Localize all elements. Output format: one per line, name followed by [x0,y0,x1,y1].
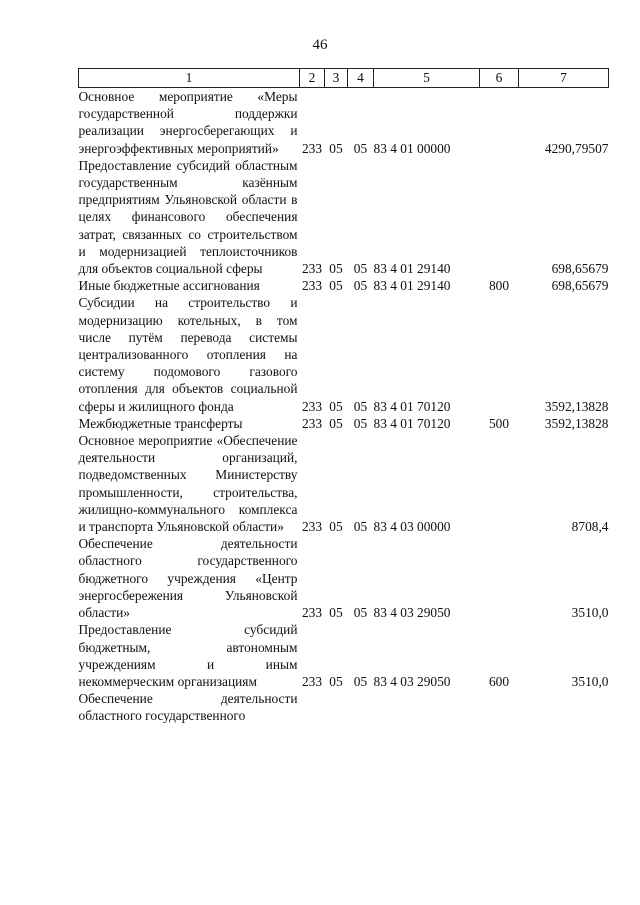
row-expense-type [480,432,519,535]
table-row [79,432,609,535]
row-section: 05 [329,519,343,535]
row-ministry-code: 233 [301,398,323,414]
row-amount: 698,65679 [551,261,609,277]
row-amount: 3510,0 [571,673,609,689]
header-col-5: 5 [374,69,480,88]
row-section: 05 [329,415,343,431]
row-expense-type [480,690,519,724]
row-subsection: 05 [353,261,368,277]
row-expense-type: 600 [488,673,510,689]
row-subsection: 05 [353,519,368,535]
row-target-article: 83 4 01 29140 [373,278,451,294]
table-row [79,415,609,432]
row-target-article: 83 4 03 00000 [373,519,451,535]
row-subsection: 05 [353,415,368,431]
row-section [325,690,348,724]
row-target-article: 83 4 01 70120 [373,398,451,414]
row-amount: 3592,13828 [544,398,609,414]
row-subsection: 05 [353,398,368,414]
row-section: 05 [329,261,343,277]
row-ministry-code: 233 [301,673,323,689]
row-subsection: 05 [353,140,368,156]
header-col-2: 2 [300,69,325,88]
row-amount: 3510,0 [571,605,609,621]
row-ministry-code: 233 [301,519,323,535]
page-number: 46 [312,37,328,53]
row-target-article: 83 4 03 29050 [373,605,451,621]
row-name: Обеспечение деятельности областного государственного бюджетного учреждения «Центр энергосбережения Ульяновской области» [78,536,298,621]
row-ministry-code [300,690,325,724]
table-body [79,88,609,725]
row-expense-type [480,157,519,277]
row-target-article: 83 4 01 29140 [373,261,451,277]
table-row [79,157,609,277]
row-name: Иные бюджетные ассигнования [78,278,260,294]
row-amount: 8708,4 [571,519,609,535]
row-target-article: 83 4 03 29050 [373,673,451,689]
header-col-7: 7 [519,69,609,88]
row-section: 05 [329,673,343,689]
table-row [79,621,609,690]
row-expense-type: 500 [488,415,510,431]
row-name: Предоставление субсидий областным государственным казённым предприятиям Ульяновской области в целях финансового обеспечения затрат, связанных со строительством и модернизацией теплоисточников для объектов социальной сферы [78,157,298,277]
row-ministry-code: 233 [301,278,323,294]
table-header [79,69,609,88]
row-ministry-code: 233 [301,261,323,277]
row-name: Предоставление субсидий бюджетным, автономным учреждениям и иным некоммерческим организациям [78,622,298,689]
row-target-article: 83 4 01 70120 [373,415,451,431]
table-row [79,535,609,621]
row-amount: 3592,13828 [544,415,609,431]
header-col-4: 4 [348,69,374,88]
row-target-article: 83 4 01 00000 [373,140,451,156]
row-amount: 4290,79507 [544,140,609,156]
row-subsection: 05 [353,673,368,689]
table-row [79,690,609,724]
row-name: Субсидии на строительство и модернизацию котельных, в том числе путём перевода системы централизованного отопления на систему подомового газового отопления для объектов социальной сферы и жилищного фонда [78,295,298,414]
row-name: Обеспечение деятельности областного государственного [78,691,298,724]
row-section: 05 [329,398,343,414]
table-row [79,88,609,157]
row-ministry-code: 233 [301,140,323,156]
row-expense-type [480,535,519,621]
row-section: 05 [329,605,343,621]
row-section: 05 [329,278,343,294]
row-name: Основное мероприятие «Обеспечение деятельности организаций, подведомственных Министерству промышленности, строительства, жилищно-коммунального комплекса и транспорта Ульяновской области» [78,433,298,535]
row-expense-type [480,294,519,414]
table-row [79,277,609,294]
row-subsection: 05 [353,278,368,294]
row-expense-type: 800 [488,278,510,294]
header-col-6: 6 [480,69,519,88]
row-subsection [348,690,374,724]
header-row [79,69,609,88]
row-subsection: 05 [353,605,368,621]
row-target-article [374,690,480,724]
table-row [79,294,609,414]
row-amount [519,690,609,724]
row-amount: 698,65679 [551,278,609,294]
row-name: Межбюджетные трансферты [78,415,243,431]
row-section: 05 [329,140,343,156]
row-ministry-code: 233 [301,605,323,621]
row-name: Основное мероприятие «Меры государственной поддержки реализации энергосберегающих и энергоэффективных мероприятий» [78,89,298,156]
row-expense-type [480,88,519,157]
header-col-3: 3 [325,69,348,88]
budget-table [78,68,609,725]
header-col-1: 1 [79,69,300,88]
row-ministry-code: 233 [301,415,323,431]
